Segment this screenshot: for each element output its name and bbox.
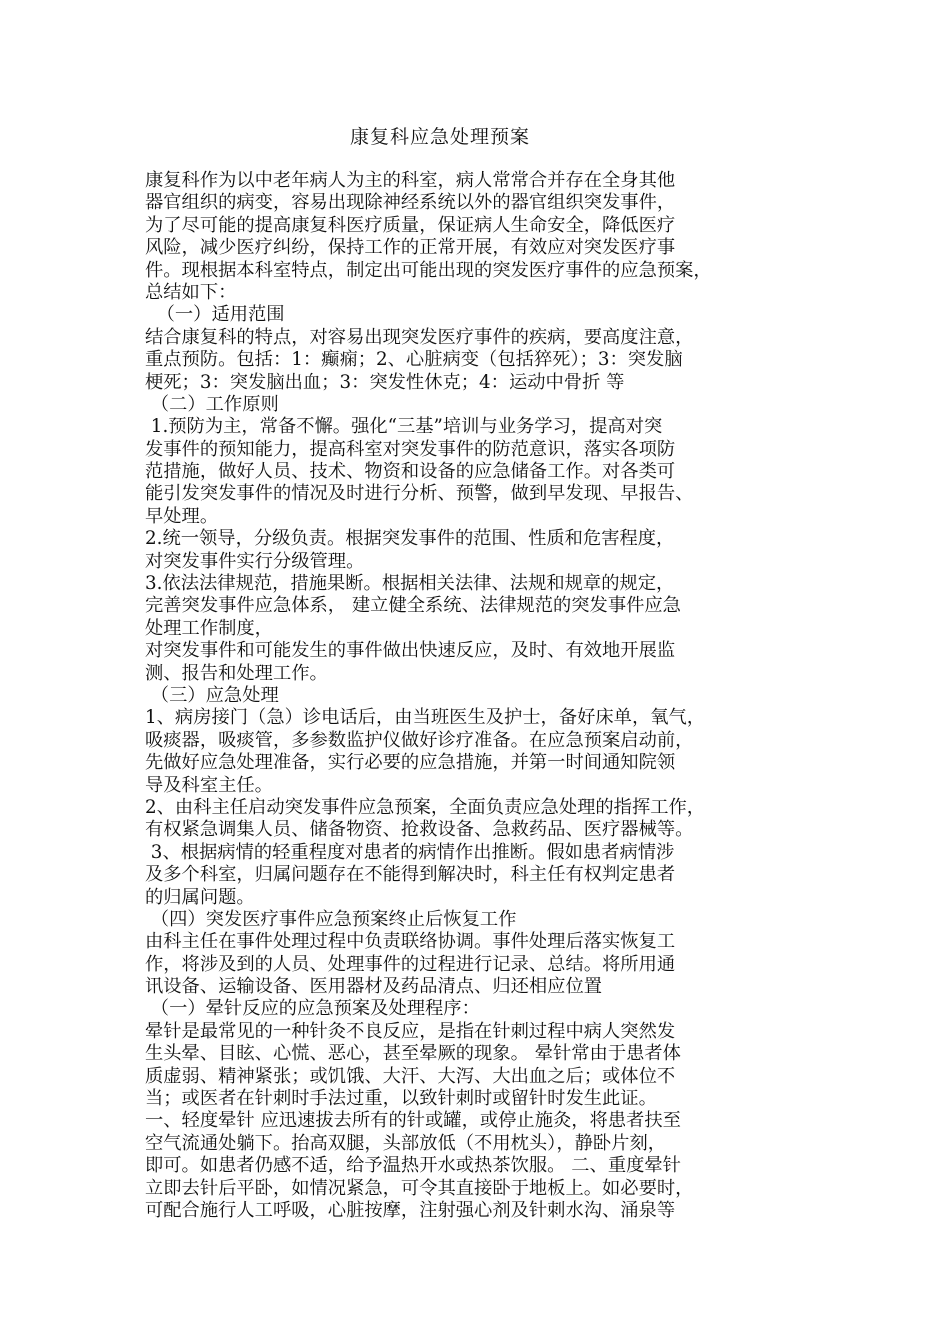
text-line: 可配合施行人工呼吸，心脏按摩，注射强心剂及针刺水沟、涌泉等 bbox=[145, 1199, 676, 1221]
text-line: 重点预防。包括：1：癫痫；2、心脏病变（包括猝死）；3：突发脑 bbox=[145, 349, 683, 371]
text-line: 器官组织的病变，容易出现除神经系统以外的器官组织突发事件， bbox=[145, 192, 676, 214]
text-line: 1、病房接门（急）诊电话后，由当班医生及护士，备好床单，氧气， bbox=[145, 707, 706, 729]
text-line: 完善突发事件应急体系， 建立健全系统、法律规范的突发事件应急 bbox=[145, 595, 681, 617]
text-line: 一、轻度晕针 应迅速拔去所有的针或罐，或停止施灸，将患者扶至 bbox=[145, 1110, 681, 1132]
text-line: 2.统一领导，分级负责。根据突发事件的范围、性质和危害程度， bbox=[145, 528, 675, 550]
text-line: 由科主任在事件处理过程中负责联络协调。事件处理后落实恢复工 bbox=[145, 931, 676, 953]
text-line: （四）突发医疗事件应急预案终止后恢复工作 bbox=[145, 908, 517, 930]
text-line: 康复科作为以中老年病人为主的科室，病人常常合并存在全身其他 bbox=[145, 170, 676, 191]
text-line: 空气流通处躺下。抬高双腿，头部放低（不用枕头），静卧片刻， bbox=[145, 1132, 667, 1154]
text-line: 梗死；3：突发脑出血；3：突发性休克；4：运动中骨折 等 bbox=[145, 371, 625, 393]
text-line: 风险，减少医疗纠纷，保持工作的正常开展，有效应对突发医疗事 bbox=[145, 237, 676, 259]
text-line: 导及科室主任。 bbox=[145, 774, 273, 796]
text-line: 对突发事件实行分级管理。 bbox=[145, 550, 365, 572]
text-line: 质虚弱、精神紧张；或饥饿、大汗、大泻、大出血之后；或体位不 bbox=[145, 1065, 676, 1087]
text-line: 对突发事件和可能发生的事件做出快速反应，及时、有效地开展监 bbox=[145, 640, 676, 662]
text-line: 即可。如患者仍感不适，给予温热开水或热茶饮服。 二、重度晕针 bbox=[145, 1155, 681, 1177]
document-body bbox=[145, 170, 825, 1222]
text-line: 件。现根据本科室特点，制定出可能出现的突发医疗事件的应急预案， bbox=[145, 259, 712, 281]
text-line: 测、报告和处理工作。 bbox=[145, 662, 328, 684]
text-line: （一）适用范围 bbox=[145, 304, 285, 326]
text-line: 作，将涉及到的人员、处理事件的过程进行记录、总结。将所用通 bbox=[145, 953, 676, 975]
text-line: 3.依法法律规范，措施果断。根据相关法律、法规和规章的规定， bbox=[145, 573, 675, 595]
text-line: 范措施，做好人员、技术、物资和设备的应急储备工作。对各类可 bbox=[145, 461, 676, 483]
text-line: 的归属问题。 bbox=[145, 886, 255, 908]
text-line: 结合康复科的特点，对容易出现突发医疗事件的疾病，要高度注意， bbox=[145, 326, 694, 348]
text-line: （一）晕针反应的应急预案及处理程序： bbox=[145, 998, 480, 1020]
text-line: 及多个科室，归属问题存在不能得到解决时，科主任有权判定患者 bbox=[145, 864, 676, 886]
text-line: 2、由科主任启动突发事件应急预案，全面负责应急处理的指挥工作， bbox=[145, 796, 706, 818]
text-line: 总结如下： bbox=[145, 281, 237, 303]
text-line: 为了尽可能的提高康复科医疗质量，保证病人生命安全，降低医疗 bbox=[145, 214, 676, 236]
text-line: 早处理。 bbox=[145, 505, 219, 527]
text-line: 3、根据病情的轻重程度对患者的病情作出推断。假如患者病情涉 bbox=[145, 841, 675, 863]
document-title: 康复科应急处理预案 bbox=[349, 126, 530, 148]
text-line: 处理工作制度， bbox=[145, 617, 273, 639]
text-line: 吸痰器，吸痰管，多参数监护仪做好诊疗准备。在应急预案启动前， bbox=[145, 729, 694, 751]
text-line: 晕针是最常见的一种针灸不良反应，是指在针刺过程中病人突然发 bbox=[145, 1020, 676, 1042]
text-line: 讯设备、运输设备、医用器材及药品清点、归还相应位置 bbox=[145, 976, 603, 998]
text-line: 1.预防为主，常备不懈。强化“三基”培训与业务学习，提高对突 bbox=[145, 416, 663, 438]
text-line: （三）应急处理 bbox=[145, 684, 279, 706]
text-line: 能引发突发事件的情况及时进行分析、预警，做到早发现、早报告、 bbox=[145, 483, 694, 505]
text-line: 发事件的预知能力，提高科室对突发事件的防范意识，落实各项防 bbox=[145, 438, 676, 460]
text-line: （二）工作原则 bbox=[145, 393, 279, 415]
text-line: 有权紧急调集人员、储备物资、抢救设备、急救药品、医疗器械等。 bbox=[145, 819, 694, 841]
text-line: 生头晕、目眩、心慌、恶心，甚至晕厥的现象。 晕针常由于患者体 bbox=[145, 1043, 681, 1065]
text-line: 先做好应急处理准备，实行必要的应急措施，并第一时间通知院领 bbox=[145, 752, 676, 774]
text-line: 当；或医者在针刺时手法过重，以致针刺时或留针时发生此证。 bbox=[145, 1088, 657, 1110]
text-line: 立即去针后平卧，如情况紧急，可令其直接卧于地板上。如必要时， bbox=[145, 1177, 694, 1199]
